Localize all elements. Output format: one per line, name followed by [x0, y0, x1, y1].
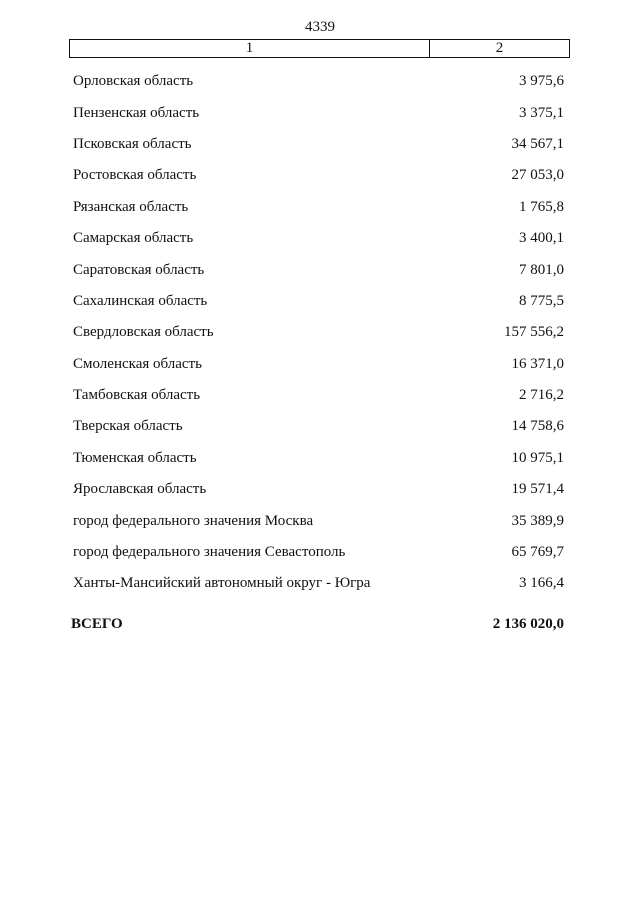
- table-row: [73, 129, 564, 160]
- region-value: 157 556,2: [504, 324, 564, 341]
- region-value: 3 400,1: [519, 230, 564, 247]
- region-name: Орловская область: [73, 73, 194, 90]
- region-value: 16 371,0: [511, 355, 564, 372]
- table-row: [73, 568, 564, 599]
- region-name: Ярославская область: [73, 481, 207, 498]
- region-name: Ханты-Мансийский автономный округ - Югра: [73, 575, 371, 592]
- table-body: [73, 66, 564, 600]
- table-row: [73, 380, 564, 411]
- region-name: Тамбовская область: [73, 387, 201, 404]
- total-value: 2 136 020,0: [492, 615, 564, 632]
- region-value: 8 775,5: [519, 292, 564, 309]
- table-row: [73, 505, 564, 536]
- column-header-2: 2: [495, 40, 504, 56]
- region-name: Пензенская область: [73, 104, 200, 121]
- table-row: [73, 192, 564, 223]
- table-header: [69, 39, 570, 58]
- table-row: [73, 349, 564, 380]
- table-row: [73, 160, 564, 191]
- region-name: Свердловская область: [73, 324, 214, 341]
- table-row: [73, 537, 564, 568]
- table-row: [73, 411, 564, 442]
- region-name: город федерального значения Севастополь: [73, 544, 346, 561]
- region-value: 3 166,4: [519, 575, 564, 592]
- table-row: [73, 97, 564, 128]
- table-row: [73, 254, 564, 285]
- region-name: Тюменская область: [73, 449, 197, 466]
- region-name: город федерального значения Москва: [73, 512, 314, 529]
- region-value: 35 389,9: [511, 512, 564, 529]
- region-value: 3 375,1: [519, 104, 564, 121]
- region-name: Ростовская область: [73, 167, 197, 184]
- region-name: Самарская область: [73, 230, 194, 247]
- region-value: 14 758,6: [511, 418, 564, 435]
- column-header-1: 1: [70, 40, 430, 57]
- region-name: Смоленская область: [73, 355, 202, 372]
- region-name: Тверская область: [73, 418, 183, 435]
- table-row: [73, 66, 564, 97]
- region-value: 2 716,2: [519, 387, 564, 404]
- region-value: 1 765,8: [519, 198, 564, 215]
- total-row: [71, 612, 564, 636]
- region-name: Псковская область: [73, 135, 192, 152]
- total-label: ВСЕГО: [71, 615, 123, 632]
- region-name: Саратовская область: [73, 261, 205, 278]
- table-row: [73, 286, 564, 317]
- region-value: 65 769,7: [511, 544, 564, 561]
- region-value: 3 975,6: [519, 73, 564, 90]
- table-row: [73, 474, 564, 505]
- region-value: 10 975,1: [511, 449, 564, 466]
- page-number: 4339: [305, 19, 335, 35]
- table-row: [73, 317, 564, 348]
- region-name: Рязанская область: [73, 198, 189, 215]
- region-name: Сахалинская область: [73, 292, 208, 309]
- region-value: 19 571,4: [511, 481, 564, 498]
- table-row: [73, 443, 564, 474]
- table-row: [73, 223, 564, 254]
- region-value: 27 053,0: [511, 167, 564, 184]
- region-value: 34 567,1: [511, 135, 564, 152]
- region-value: 7 801,0: [519, 261, 564, 278]
